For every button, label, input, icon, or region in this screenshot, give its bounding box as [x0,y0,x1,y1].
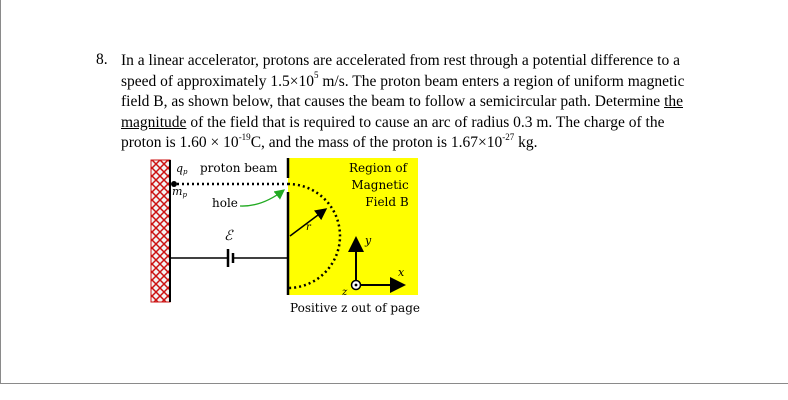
question-line-5: proton is $1.60 \times 10^{-19}C$, and the mass of the proton is $1.67\times 10^{-27}$ kg. [121,131,538,151]
question-line-1: In a linear accelerator, protons are accelerated from rest through a potential difference to a [121,52,680,69]
region-label-3: Field B [365,195,409,209]
region-label-1: Region of [348,161,408,175]
beam-label: proton beam [200,161,278,175]
circuit [170,249,288,267]
radius-label: r [306,222,311,233]
emf-label: ℰ [224,228,233,244]
hatched-wall [151,160,170,302]
question-line-2: speed of approximately $1.5\times 10^5$ m/s. The proton beam enters a region of uniform magnetic [121,70,685,90]
mass-label: mp [172,185,187,199]
charge-label: qp [176,162,188,176]
question-line-4: magnitude of the field that is required to cause an arc of radius 0.3 m. The charge of the [121,113,665,131]
hole-label: hole [212,196,238,210]
figure-caption: Positive z out of page [290,301,420,315]
x-axis-label: x [398,266,405,279]
z-axis-label: z [342,287,348,298]
region-label-2: Magnetic [351,178,409,192]
y-axis-label: y [365,234,372,247]
question-line-3: field B, as shown below, that causes the beam to follow a semicircular path. Determine the [121,93,683,110]
hole-pointer-arrow [240,190,284,206]
question-number: 8. [96,51,108,68]
